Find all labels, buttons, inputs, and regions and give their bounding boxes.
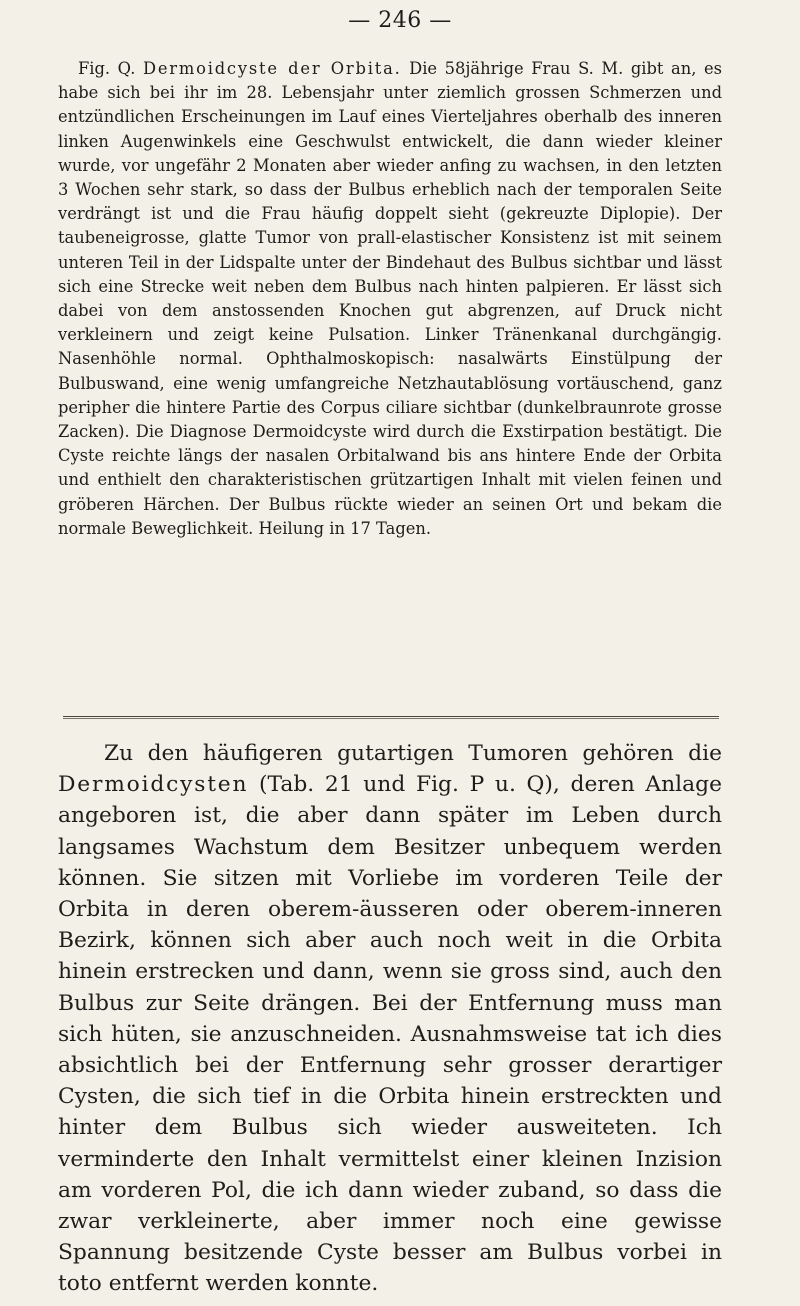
paragraph-term: Dermoidcysten [58,772,249,798]
figure-title: Dermoidcyste der Orbita. [142,59,402,78]
figure-description: Die 58jährige Frau S. M. gibt an, es habe sich bei ihr im 28. Lebensjahr unter ziemlich grossen Schmerzen und entzündlichen Erscheinungen im Lauf eines Vierteljahres oberhalb des inneren linken Augenwinkels eine Geschwulst entwickelt, die dann wieder kleiner wurde, vor ungefähr 2 Monaten aber wieder anfing zu wachsen, in den letzten 3 Wochen sehr stark, so dass der Bulbus erheblich nach der temporalen Seite verdrängt ist und die Frau häufig doppelt sieht (gekreuzte Diplopie). Der taubeneigrosse, glatte Tumor von prall-elastischer Konsistenz ist mit seinem unteren Teil in der Lidspalte unter der Bindehaut des Bulbus sichtbar und lässt sich eine Strecke weit neben dem Bulbus nach hinten palpieren. Er lässt sich dabei von dem anstossenden Knochen gut abgrenzen, auf Druck nicht verkleinern und zeigt keine Pulsation. Linker Tränenkanal durchgängig. Nasenhöhle normal. Ophthalmoskopisch: nasalwärts Einstülpung der Bulbuswand, eine wenig umfangreiche Netzhautablösung vortäuschend, ganz peripher die hintere Partie des Corpus ciliare sichtbar (dunkelbraunrote grosse Zacken). Die Diagnose Dermoidcyste wird durch die Exstirpation bestätigt. Die Cyste reichte längs der nasalen Orbitalwand bis ans hintere Ende der Orbita und enthielt den charakteristischen grützartigen Inhalt mit vielen feinen und gröberen Härchen. Der Bulbus rückte wieder an seinen Ort und bekam die normale Beweglichkeit. Heilung in 17 Tagen. [58,59,722,538]
paragraph-intro: Zu den häufigeren gutartigen Tumoren gehören die [104,741,722,766]
paragraph-text: (Tab. 21 und Fig. P u. Q), deren Anlage angeboren ist, die aber dann später im Leben durch langsames Wachstum dem Besitzer unbequem werden können. Sie sitzen mit Vorliebe im vorderen Teile der Orbita in deren oberem-äusseren oder oberem-inneren Bezirk, können sich aber auch noch weit in die Orbita hinein erstrecken und dann, wenn sie gross sind, auch den Bulbus zur Seite drängen. Bei der Entfernung muss man sich hüten, sie anzuschneiden. Ausnahmsweise tat ich dies absichtlich bei der Entfernung sehr grosser derartiger Cysten, die sich tief in die Orbita hinein erstreckten und hinter dem Bulbus sich wieder ausweiteten. Ich verminderte den Inhalt vermittelst einer kleinen Inzision am vorderen Pol, die ich dann wieder zuband, so dass die zwar verkleinerte, aber immer noch eine gewisse Spannung besitzende Cyste besser am Bulbus vorbei in toto entfernt werden konnte. [58,772,722,1297]
figure-label: Fig. Q. [78,59,143,78]
main-paragraph [58,738,722,1300]
section-divider [63,716,719,719]
page-number: — 246 — [348,8,452,33]
figure-caption [58,57,722,541]
